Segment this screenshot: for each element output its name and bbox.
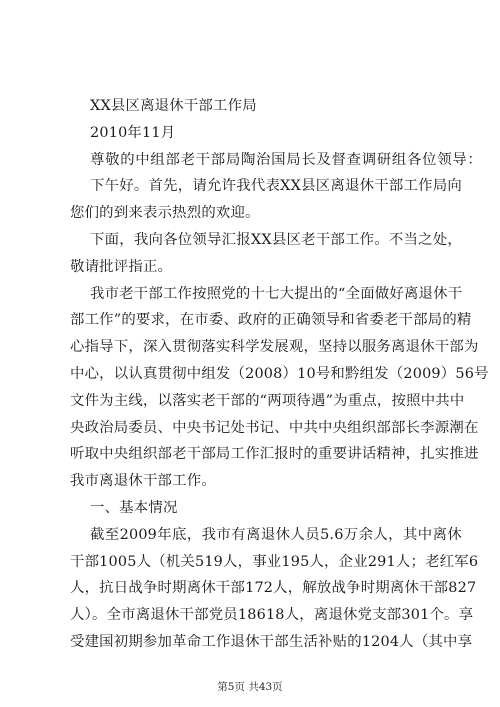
document-body [70,93,489,656]
section-heading: 一、基本情况 [90,499,178,516]
text-line: 人）。全市离退休干部党员18618人，离退休党支部301个。享 [70,607,474,624]
text-line: 下面，我向各位领导汇报XX县区老干部工作。不当之处， [90,231,462,248]
text-line: 人，抗日战争时期离休干部172人，解放战争时期离休干部827 [70,580,477,597]
text-line: 您们的到来表示热烈的欢迎。 [70,205,260,222]
text-line: 部工作”的要求，在市委、政府的正确领导和省委老干部局的精 [70,312,472,329]
text-line: 截至2009年底，我市有离退休人员5.6万余人，其中离休 [90,526,462,543]
text-line: 心指导下，深入贯彻落实科学发展观，坚持以服务离退休干部为 [70,339,479,356]
text-line: 我市离退休干部工作。 [70,473,216,490]
text-line: 文件为主线，以落实老干部的“两项待遇”为重点，按照中共中 [70,392,465,409]
text-line: 干部1005人（机关519人，事业195人，企业291人；老红军6 [70,553,479,570]
text-line: 尊敬的中组部老干部局陶治国局长及督查调研组各位领导： [90,151,482,168]
text-line: 中心，以认真贯彻中组发（2008）10号和黔组发（2009）56号 [70,365,489,382]
text-line: XX县区离退休干部工作局 [90,98,257,114]
text-line: 2010年11月 [90,124,176,141]
text-line: 我市老干部工作按照党的十七大提出的“全面做好离退休干 [90,285,463,302]
text-line: 央政治局委员、中央书记处书记、中共中央组织部部长李源潮在 [70,419,479,436]
text-line: 下午好。首先，请允许我代表XX县区离退休干部工作局向 [90,178,462,195]
text-line: 听取中央组织部老干部局工作汇报时的重要讲话精神，扎实推进 [70,446,479,463]
page-number-footer: 第5页 共43页 [217,681,283,693]
text-line: 受建国初期参加革命工作退休干部生活补贴的1204人（其中享 [70,633,473,650]
text-line: 敬请批评指正。 [70,258,173,275]
